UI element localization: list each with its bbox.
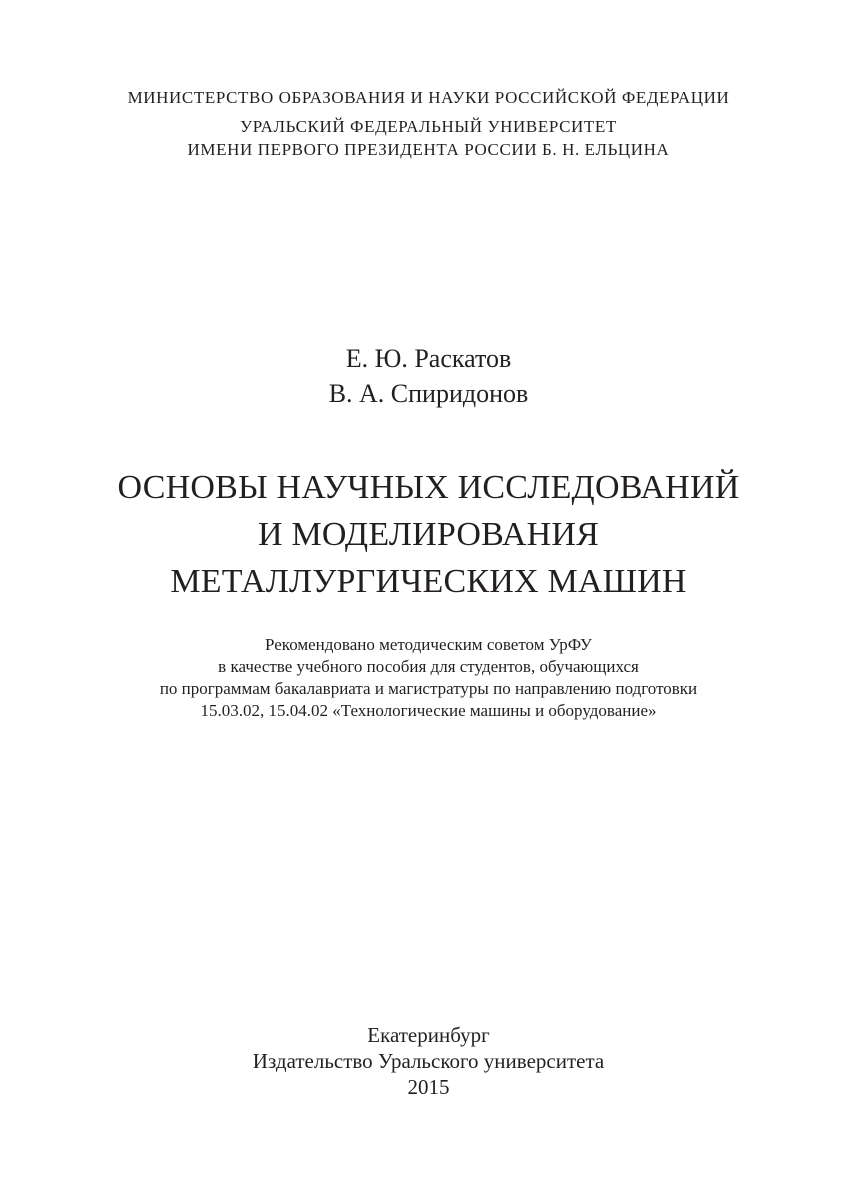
- book-title-line-3: МЕТАЛЛУРГИЧЕСКИХ МАШИН: [170, 563, 687, 600]
- university-name-line-1: УРАЛЬСКИЙ ФЕДЕРАЛЬНЫЙ УНИВЕРСИТЕТ: [240, 117, 617, 136]
- imprint-publisher: Издательство Уральского университета: [252, 1049, 605, 1073]
- recommendation-line-1: Рекомендовано методическим советом УрФУ: [265, 635, 592, 654]
- imprint-year: 2015: [407, 1075, 450, 1099]
- author-1: Е. Ю. Раскатов: [345, 344, 512, 373]
- imprint-city: Екатеринбург: [367, 1023, 490, 1047]
- ministry-line: МИНИСТЕРСТВО ОБРАЗОВАНИЯ И НАУКИ РОССИЙСКОЙ ФЕДЕРАЦИИ: [127, 88, 730, 107]
- author-2: В. А. Спиридонов: [328, 379, 529, 408]
- recommendation-line-2: в качестве учебного пособия для студентов, обучающихся: [218, 657, 639, 676]
- recommendation-line-3: по программам бакалавриата и магистратуры по направлению подготовки: [159, 679, 698, 698]
- university-name-line-2: ИМЕНИ ПЕРВОГО ПРЕЗИДЕНТА РОССИИ Б. Н. ЕЛЬЦИНА: [187, 140, 670, 159]
- book-title-line-1: ОСНОВЫ НАУЧНЫХ ИССЛЕДОВАНИЙ: [117, 469, 740, 506]
- book-title-line-2: И МОДЕЛИРОВАНИЯ: [257, 516, 600, 553]
- recommendation-line-4: 15.03.02, 15.04.02 «Технологические машины и оборудование»: [200, 701, 657, 720]
